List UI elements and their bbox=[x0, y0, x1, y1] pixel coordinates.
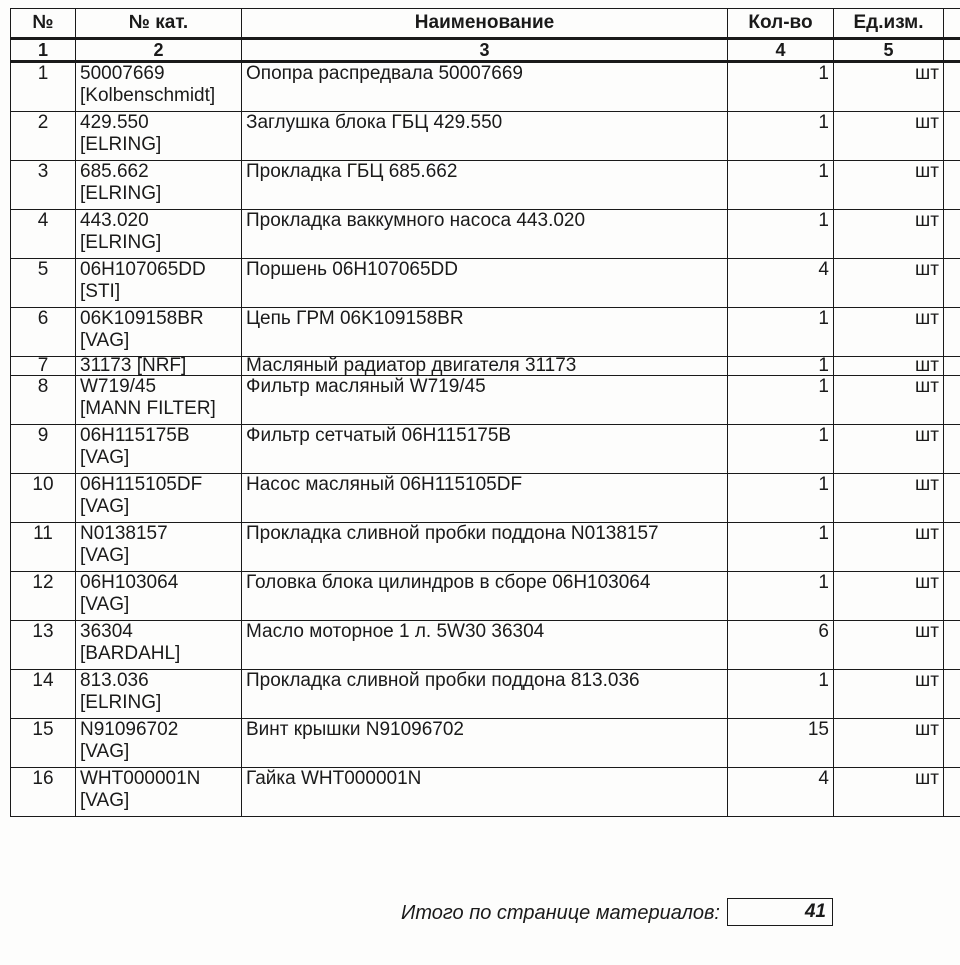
item-unit: шт bbox=[834, 357, 944, 376]
item-name: Масляный радиатор двигателя 31173 bbox=[242, 357, 728, 376]
catalog-number: 813.036 bbox=[80, 670, 149, 691]
header-quantity: Кол-во bbox=[728, 9, 834, 39]
row-number: 16 bbox=[11, 768, 76, 817]
extra-cell bbox=[944, 670, 960, 719]
catalog-cell bbox=[76, 161, 242, 210]
column-index: 3 bbox=[242, 39, 728, 62]
table-row bbox=[11, 523, 960, 572]
catalog-number: 31173 [NRF] bbox=[80, 356, 187, 376]
catalog-brand: [Kolbenschmidt] bbox=[80, 85, 216, 106]
catalog-number: 443.020 bbox=[80, 210, 149, 231]
extra-cell bbox=[944, 161, 960, 210]
extra-cell bbox=[944, 474, 960, 523]
column-index: 4 bbox=[728, 39, 834, 62]
catalog-number: 50007669 bbox=[80, 63, 165, 84]
table-row bbox=[11, 621, 960, 670]
item-unit: шт bbox=[834, 161, 944, 210]
item-name: Прокладка сливной пробки поддона N0138157 bbox=[242, 523, 728, 572]
extra-cell bbox=[944, 768, 960, 817]
table-row bbox=[11, 670, 960, 719]
item-unit: шт bbox=[834, 62, 944, 112]
item-name: Масло моторное 1 л. 5W30 36304 bbox=[242, 621, 728, 670]
item-quantity: 4 bbox=[728, 259, 834, 308]
extra-cell bbox=[944, 259, 960, 308]
header-extra bbox=[944, 9, 960, 39]
item-quantity: 1 bbox=[728, 376, 834, 425]
row-number: 15 bbox=[11, 719, 76, 768]
item-quantity: 1 bbox=[728, 425, 834, 474]
table-row bbox=[11, 425, 960, 474]
catalog-cell bbox=[76, 425, 242, 474]
column-index: 1 bbox=[11, 39, 76, 62]
catalog-cell bbox=[76, 719, 242, 768]
catalog-cell bbox=[76, 259, 242, 308]
extra-cell bbox=[944, 719, 960, 768]
extra-cell bbox=[944, 62, 960, 112]
catalog-brand: [STI] bbox=[80, 281, 121, 302]
extra-cell bbox=[944, 357, 960, 376]
item-quantity: 1 bbox=[728, 474, 834, 523]
item-unit: шт bbox=[834, 768, 944, 817]
item-unit: шт bbox=[834, 259, 944, 308]
row-number: 10 bbox=[11, 474, 76, 523]
item-name: Заглушка блока ГБЦ 429.550 bbox=[242, 112, 728, 161]
row-number: 8 bbox=[11, 376, 76, 425]
extra-cell bbox=[944, 376, 960, 425]
item-quantity: 1 bbox=[728, 112, 834, 161]
catalog-brand: [ELRING] bbox=[80, 692, 162, 713]
table-row bbox=[11, 474, 960, 523]
item-name: Насос масляный 06H115105DF bbox=[242, 474, 728, 523]
item-name: Опопра распредвала 50007669 bbox=[242, 62, 728, 112]
catalog-brand: [VAG] bbox=[80, 330, 130, 351]
item-unit: шт bbox=[834, 719, 944, 768]
catalog-number: 06H107065DD bbox=[80, 259, 206, 280]
extra-cell bbox=[944, 210, 960, 259]
catalog-cell bbox=[76, 112, 242, 161]
catalog-cell bbox=[76, 670, 242, 719]
catalog-brand: [VAG] bbox=[80, 741, 130, 762]
total-value: 41 bbox=[727, 898, 833, 926]
item-quantity: 15 bbox=[728, 719, 834, 768]
item-name: Фильтр масляный W719/45 bbox=[242, 376, 728, 425]
catalog-number: 36304 bbox=[80, 621, 133, 642]
catalog-cell bbox=[76, 210, 242, 259]
header-row bbox=[11, 9, 960, 39]
item-unit: шт bbox=[834, 112, 944, 161]
row-number: 2 bbox=[11, 112, 76, 161]
item-quantity: 1 bbox=[728, 62, 834, 112]
row-number: 14 bbox=[11, 670, 76, 719]
extra-cell bbox=[944, 572, 960, 621]
header-name: Наименование bbox=[242, 9, 728, 39]
table-row bbox=[11, 719, 960, 768]
materials-table bbox=[10, 8, 960, 817]
table-row bbox=[11, 210, 960, 259]
row-number: 5 bbox=[11, 259, 76, 308]
table-header bbox=[11, 9, 960, 62]
item-unit: шт bbox=[834, 376, 944, 425]
row-number: 12 bbox=[11, 572, 76, 621]
table-row bbox=[11, 572, 960, 621]
item-unit: шт bbox=[834, 670, 944, 719]
row-number: 6 bbox=[11, 308, 76, 357]
table-row bbox=[11, 62, 960, 112]
catalog-cell bbox=[76, 572, 242, 621]
catalog-number: 06K109158BR bbox=[80, 308, 204, 329]
catalog-brand: [VAG] bbox=[80, 545, 130, 566]
item-name: Прокладка сливной пробки поддона 813.036 bbox=[242, 670, 728, 719]
catalog-cell bbox=[76, 474, 242, 523]
column-index-row bbox=[11, 39, 960, 62]
item-name: Поршень 06H107065DD bbox=[242, 259, 728, 308]
catalog-brand: [ELRING] bbox=[80, 232, 162, 253]
header-catalog: № кат. bbox=[76, 9, 242, 39]
total-label: Итого по странице материалов: bbox=[401, 902, 720, 924]
row-number: 13 bbox=[11, 621, 76, 670]
item-quantity: 1 bbox=[728, 161, 834, 210]
catalog-brand: [VAG] bbox=[80, 447, 130, 468]
item-quantity: 1 bbox=[728, 357, 834, 376]
row-number: 11 bbox=[11, 523, 76, 572]
item-name: Фильтр сетчатый 06H115175B bbox=[242, 425, 728, 474]
item-name: Гайка WHT000001N bbox=[242, 768, 728, 817]
column-index: 5 bbox=[834, 39, 944, 62]
row-number: 3 bbox=[11, 161, 76, 210]
extra-cell bbox=[944, 112, 960, 161]
row-number: 4 bbox=[11, 210, 76, 259]
catalog-number: N0138157 bbox=[80, 523, 168, 544]
catalog-number: 06H115105DF bbox=[80, 474, 203, 495]
table-row bbox=[11, 376, 960, 425]
table-body bbox=[11, 62, 960, 817]
catalog-brand: [ELRING] bbox=[80, 134, 162, 155]
item-name: Винт крышки N91096702 bbox=[242, 719, 728, 768]
item-quantity: 1 bbox=[728, 670, 834, 719]
item-quantity: 1 bbox=[728, 523, 834, 572]
extra-cell bbox=[944, 425, 960, 474]
catalog-number: 429.550 bbox=[80, 112, 149, 133]
item-quantity: 1 bbox=[728, 572, 834, 621]
extra-cell bbox=[944, 621, 960, 670]
item-name: Прокладка ГБЦ 685.662 bbox=[242, 161, 728, 210]
item-quantity: 6 bbox=[728, 621, 834, 670]
header-num: № bbox=[11, 9, 76, 39]
item-unit: шт bbox=[834, 474, 944, 523]
item-quantity: 1 bbox=[728, 210, 834, 259]
item-unit: шт bbox=[834, 308, 944, 357]
item-name: Цепь ГРМ 06K109158BR bbox=[242, 308, 728, 357]
table-row bbox=[11, 259, 960, 308]
item-name: Прокладка ваккумного насоса 443.020 bbox=[242, 210, 728, 259]
catalog-number: N91096702 bbox=[80, 719, 179, 740]
catalog-cell bbox=[76, 621, 242, 670]
catalog-brand: [VAG] bbox=[80, 594, 130, 615]
item-unit: шт bbox=[834, 523, 944, 572]
catalog-number: 06H115175B bbox=[80, 425, 190, 446]
table-row bbox=[11, 112, 960, 161]
row-number: 9 bbox=[11, 425, 76, 474]
table-row bbox=[11, 308, 960, 357]
item-name: Головка блока цилиндров в сборе 06H103064 bbox=[242, 572, 728, 621]
catalog-brand: [BARDAHL] bbox=[80, 643, 181, 664]
extra-cell bbox=[944, 308, 960, 357]
catalog-cell bbox=[76, 768, 242, 817]
catalog-number: 06H103064 bbox=[80, 572, 179, 593]
item-unit: шт bbox=[834, 572, 944, 621]
item-unit: шт bbox=[834, 621, 944, 670]
item-unit: шт bbox=[834, 425, 944, 474]
item-quantity: 1 bbox=[728, 308, 834, 357]
catalog-number: 685.662 bbox=[80, 161, 149, 182]
table-row bbox=[11, 768, 960, 817]
extra-cell bbox=[944, 523, 960, 572]
catalog-brand: [MANN FILTER] bbox=[80, 398, 216, 419]
item-quantity: 4 bbox=[728, 768, 834, 817]
table-row bbox=[11, 161, 960, 210]
catalog-brand: [VAG] bbox=[80, 790, 130, 811]
catalog-number: WHT000001N bbox=[80, 768, 201, 789]
header-unit: Ед.изм. bbox=[834, 9, 944, 39]
catalog-number: W719/45 bbox=[80, 376, 157, 397]
table-row bbox=[11, 357, 960, 376]
catalog-brand: [ELRING] bbox=[80, 183, 162, 204]
column-index bbox=[944, 39, 960, 62]
catalog-cell bbox=[76, 523, 242, 572]
row-number: 1 bbox=[11, 62, 76, 112]
catalog-cell bbox=[76, 357, 242, 376]
column-index: 2 bbox=[76, 39, 242, 62]
row-number: 7 bbox=[11, 357, 76, 376]
catalog-cell bbox=[76, 308, 242, 357]
item-unit: шт bbox=[834, 210, 944, 259]
catalog-brand: [VAG] bbox=[80, 496, 130, 517]
catalog-cell bbox=[76, 376, 242, 425]
catalog-cell bbox=[76, 62, 242, 112]
